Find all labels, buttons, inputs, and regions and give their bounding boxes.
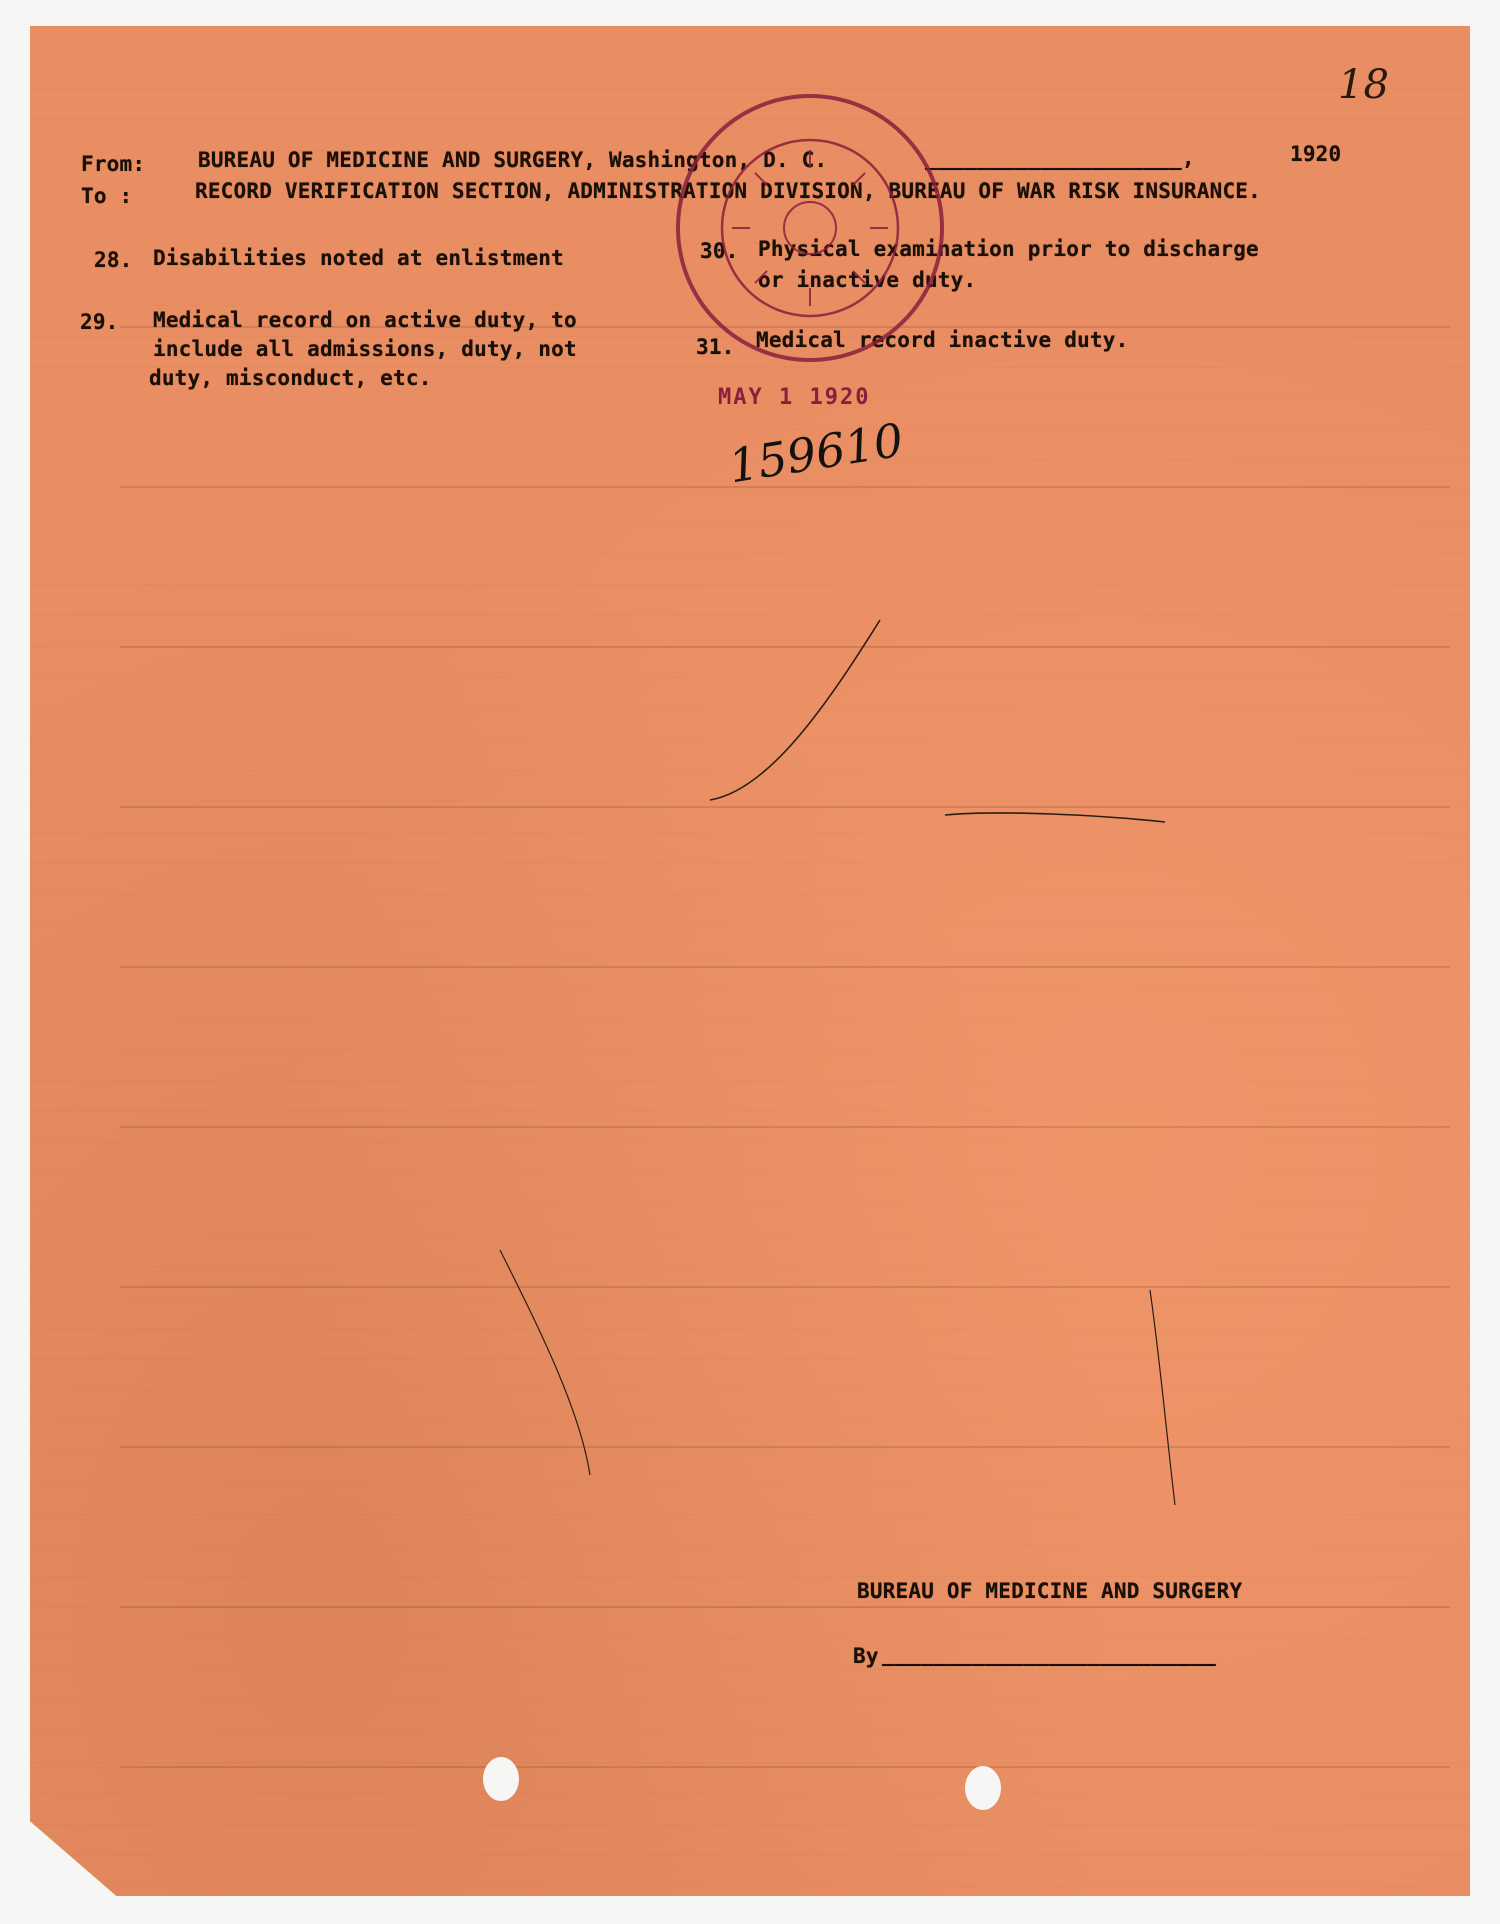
item-30-line1: Physical examination prior to discharge xyxy=(758,237,1259,261)
item-29-line1: Medical record on active duty, to xyxy=(153,308,577,332)
item-31-text: Medical record inactive duty. xyxy=(756,328,1129,352)
item-31-number: 31. xyxy=(696,335,735,359)
to-label: To : xyxy=(81,184,133,208)
footer-bureau: BUREAU OF MEDICINE AND SURGERY xyxy=(857,1579,1243,1603)
from-text: BUREAU OF MEDICINE AND SURGERY, Washington, D. C. xyxy=(198,148,828,172)
item-28-text: Disabilities noted at enlistment xyxy=(153,246,564,270)
footer-by-label: By xyxy=(853,1644,879,1668)
punch-hole-right xyxy=(965,1766,1001,1810)
item-29-line2: include all admissions, duty, not xyxy=(153,337,577,361)
item-30-line2: or inactive duty. xyxy=(758,268,977,292)
header-year: 1920 xyxy=(1290,142,1342,166)
to-text: RECORD VERIFICATION SECTION, ADMINISTRATION DIVISION, BUREAU OF WAR RISK INSURANCE. xyxy=(195,179,1261,203)
item-30-number: 30. xyxy=(700,239,739,263)
item-29-line3: duty, misconduct, etc. xyxy=(149,366,432,390)
footer-signature-line: __________________________ xyxy=(882,1642,1216,1666)
item-29-number: 29. xyxy=(80,310,119,334)
from-label: From: xyxy=(81,152,146,176)
punch-hole-left xyxy=(483,1757,519,1801)
date-line: ____________________, xyxy=(925,146,1195,170)
stamp-date: MAY 1 1920 xyxy=(718,385,871,410)
page-number: 18 xyxy=(1338,62,1389,108)
handwritten-number: 159610 xyxy=(725,412,907,494)
item-28-number: 28. xyxy=(94,248,133,272)
